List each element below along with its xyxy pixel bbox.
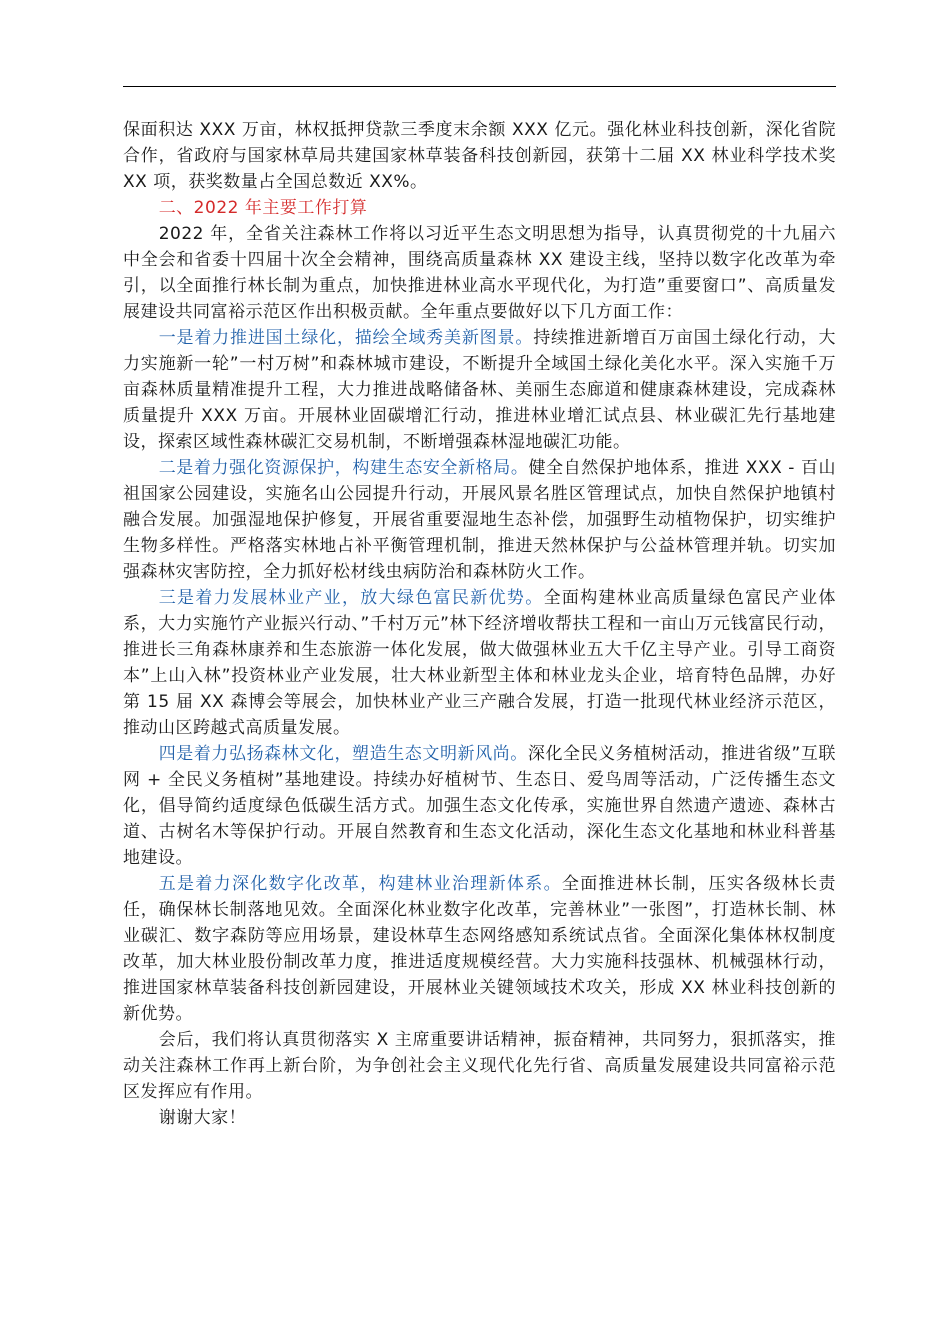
intro-paragraph: 2022 年，全省关注森林工作将以习近平生态文明思想为指导，认真贯彻党的十九届六中全会和省委十四届十次全会精神，围绕高质量森林 XX 建设主线，坚持以数字化改革为牵引，以全面推行林长制为重点，加快推进林业高水平现代化，为打造”重要窗口”、高质量发展建设共同富裕示范区作出积极贡献。全年重点要做好以下几方面工作： xyxy=(123,224,836,322)
point-4-body: 深化全民义务植树活动，推进省级”互联网 + 全民义务植树”基地建设。持续办好植树节、生态日、爱鸟周等活动，广泛传播生态文化，倡导简约适度绿色低碳生活方式。加强生态文化传承，实施世界自然遗产遗迹、森林古道、古树名木等保护行动。开展自然教育和生态文化活动，深化生态文化基地和林业科普基地建设。 xyxy=(123,744,837,868)
thanks-line: 谢谢大家！ xyxy=(158,1108,247,1128)
section-heading: 二、2022 年主要工作打算 xyxy=(158,198,368,218)
point-4-paragraph xyxy=(123,741,836,871)
point-4-lead: 四是着力弘扬森林文化，塑造生态文明新风尚。 xyxy=(158,744,528,764)
point-2-lead: 二是着力强化资源保护，构建生态安全新格局。 xyxy=(158,458,529,478)
point-3-paragraph xyxy=(123,585,836,741)
point-5-body: 全面推进林长制，压实各级林长责任，确保林长制落地见效。全面深化林业数字化改革，完善林业”一张图”，打造林长制、林业碳汇、数字森防等应用场景，建设林草生态网络感知系统试点省。全面深化集体林权制度改革，加大林业股份制改革力度，推进适度规模经营。大力实施科技强林、机械强林行动，推进国家林草装备科技创新园建设，开展林业关键领域技术攻关，形成 XX 林业科技创新的新优势。 xyxy=(123,874,836,1024)
document-body xyxy=(123,117,836,1131)
point-2-body: 健全自然保护地体系，推进 XXX - 百山祖国家公园建设，实施名山公园提升行动，开展风景名胜区管理试点，加快自然保护地镇村融合发展。加强湿地保护修复，开展省重要湿地生态补偿，加强野生动植物保护，切实维护生物多样性。严格落实林地占补平衡管理机制，推进天然林保护与公益林管理并轨。切实加强森林灾害防控，全力抓好松材线虫病防治和森林防火工作。 xyxy=(123,458,836,582)
header-rule xyxy=(123,86,836,87)
point-2-paragraph xyxy=(123,455,836,585)
point-1-body: 持续推进新增百万亩国土绿化行动，大力实施新一轮”一村万树”和森林城市建设，不断提升全域国土绿化美化水平。深入实施千万亩森林质量精准提升工程，大力推进战略储备林、美丽生态廊道和健康森林建设，完成森林质量提升 XXX 万亩。开展林业固碳增汇行动，推进林业增汇试点县、林业碳汇先行基地建设，探索区域性森林碳汇交易机制，不断增强森林湿地碳汇功能。 xyxy=(123,328,837,452)
document-page xyxy=(123,86,836,1131)
point-5-paragraph xyxy=(123,871,836,1027)
point-5-lead: 五是着力深化数字化改革，构建林业治理新体系。 xyxy=(158,874,562,894)
point-3-body: 全面构建林业高质量绿色富民产业体系，大力实施竹产业振兴行动、”千村万元”林下经济增收帮扶工程和一亩山万元钱富民行动，推进长三角森林康养和生态旅游一体化发展，做大做强林业五大千亿主导产业。引导工商资本”上山入林”投资林业产业发展，壮大林业新型主体和林业龙头企业，培育特色品牌，办好第 15 届 XX 森博会等展会，加快林业产业三产融合发展，打造一批现代林业经济示范区，推动山区跨越式高质量发展。 xyxy=(123,588,836,738)
point-1-lead: 一是着力推进国土绿化，描绘全域秀美新图景。 xyxy=(158,328,534,348)
continuation-paragraph: 保面积达 XXX 万亩，林权抵押贷款三季度末余额 XXX 亿元。强化林业科技创新，深化省院合作，省政府与国家林草局共建国家林草装备科技创新园，获第十二届 XX 林业科学技术奖 XX 项，获奖数量占全国总数近 XX%。 xyxy=(123,120,836,192)
closing-paragraph: 会后，我们将认真贯彻落实 X 主席重要讲话精神，振奋精神，共同努力，狠抓落实，推动关注森林工作再上新台阶，为争创社会主义现代化先行省、高质量发展建设共同富裕示范区发挥应有作用。 xyxy=(123,1030,836,1102)
point-1-paragraph xyxy=(123,325,836,455)
point-3-lead: 三是着力发展林业产业，放大绿色富民新优势。 xyxy=(158,588,544,608)
